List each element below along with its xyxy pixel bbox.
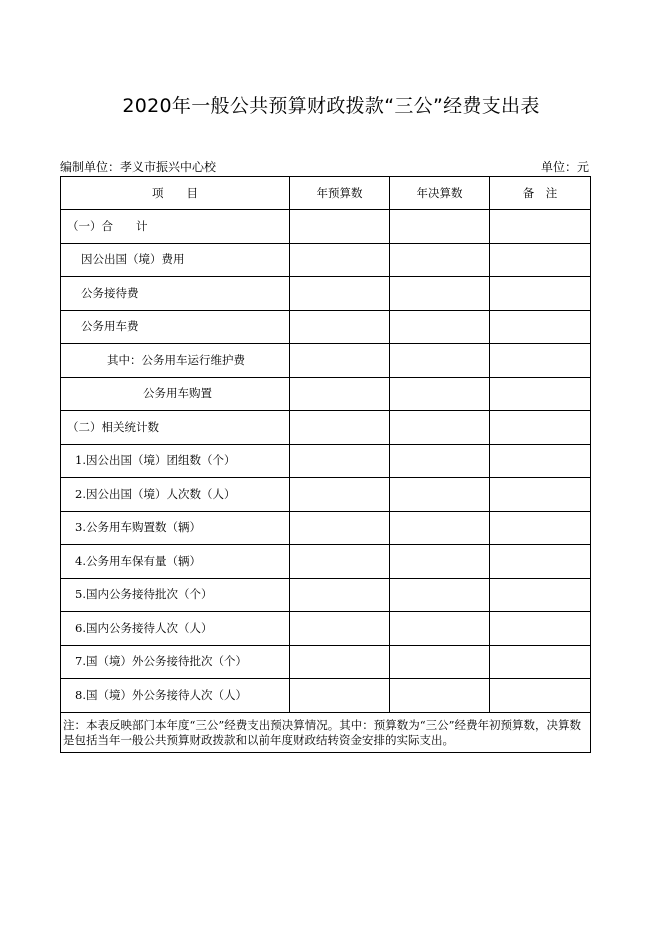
table-row [61,377,591,411]
table-row [61,344,591,378]
page-title: 2020年一般公共预算财政拨款“三公”经费支出表 [122,95,540,117]
table-header-row [61,177,591,210]
row-label: （一）合 计 [61,210,290,244]
budget-cell [290,478,390,512]
final-cell [390,478,490,512]
final-cell [390,210,490,244]
remark-cell [490,377,591,411]
row-label: 5.国内公务接待批次（个） [61,578,290,612]
final-cell [390,679,490,713]
budget-cell [290,243,390,277]
remark-cell [490,645,591,679]
remark-cell [490,478,591,512]
header-remark: 备 注 [490,177,591,210]
row-label: 因公出国（境）费用 [61,243,290,277]
table-row [61,645,591,679]
final-cell [390,645,490,679]
final-cell [390,310,490,344]
remark-cell [490,210,591,244]
remark-cell [490,511,591,545]
table-row [61,578,591,612]
row-label: 3.公务用车购置数（辆） [61,511,290,545]
budget-cell [290,444,390,478]
row-label: 公务用车费 [61,310,290,344]
final-cell [390,511,490,545]
note-row [61,712,591,752]
final-cell [390,444,490,478]
compiling-unit: 编制单位：孝义市振兴中心校 [60,160,217,174]
table-row [61,545,591,579]
budget-cell [290,210,390,244]
remark-cell [490,310,591,344]
remark-cell [490,277,591,311]
table-row [61,210,591,244]
remark-cell [490,612,591,646]
budget-cell [290,578,390,612]
table-body [61,210,591,713]
final-cell [390,612,490,646]
final-cell [390,578,490,612]
table-row [61,478,591,512]
budget-cell [290,612,390,646]
final-cell [390,545,490,579]
final-cell [390,411,490,445]
remark-cell [490,679,591,713]
header-budget: 年预算数 [290,177,390,210]
table-row [61,411,591,445]
row-label: 2.因公出国（境）人次数（人） [61,478,290,512]
budget-cell [290,679,390,713]
budget-cell [290,511,390,545]
budget-cell [290,344,390,378]
final-cell [390,377,490,411]
table-row [61,612,591,646]
row-label: 1.因公出国（境）团组数（个） [61,444,290,478]
remark-cell [490,545,591,579]
table-row [61,277,591,311]
expense-table [60,176,591,753]
table-row [61,679,591,713]
row-label: 8.国（境）外公务接待人次（人） [61,679,290,713]
remark-cell [490,243,591,277]
budget-cell [290,277,390,311]
budget-cell [290,645,390,679]
row-label: 6.国内公务接待人次（人） [61,612,290,646]
header-item: 项 目 [61,177,290,210]
remark-cell [490,444,591,478]
table-row [61,310,591,344]
row-label: 公务用车购置 [61,377,290,411]
budget-cell [290,545,390,579]
currency-unit: 单位：元 [540,160,589,174]
table-note: 注：本表反映部门本年度“三公”经费支出预决算情况。其中：预算数为“三公”经费年初预算数，决算数是包括当年一般公共预算财政拨款和以前年度财政结转资金安排的实际支出。 [61,712,591,752]
row-label: 其中：公务用车运行维护费 [61,344,290,378]
final-cell [390,277,490,311]
row-label: 4.公务用车保有量（辆） [61,545,290,579]
table-row [61,243,591,277]
header-final: 年决算数 [390,177,490,210]
budget-cell [290,411,390,445]
budget-cell [290,310,390,344]
remark-cell [490,411,591,445]
final-cell [390,344,490,378]
row-label: 7.国（境）外公务接待批次（个） [61,645,290,679]
remark-cell [490,344,591,378]
row-label: 公务接待费 [61,277,290,311]
row-label: （二）相关统计数 [61,411,290,445]
table-row [61,444,591,478]
remark-cell [490,578,591,612]
budget-cell [290,377,390,411]
table-row [61,511,591,545]
final-cell [390,243,490,277]
